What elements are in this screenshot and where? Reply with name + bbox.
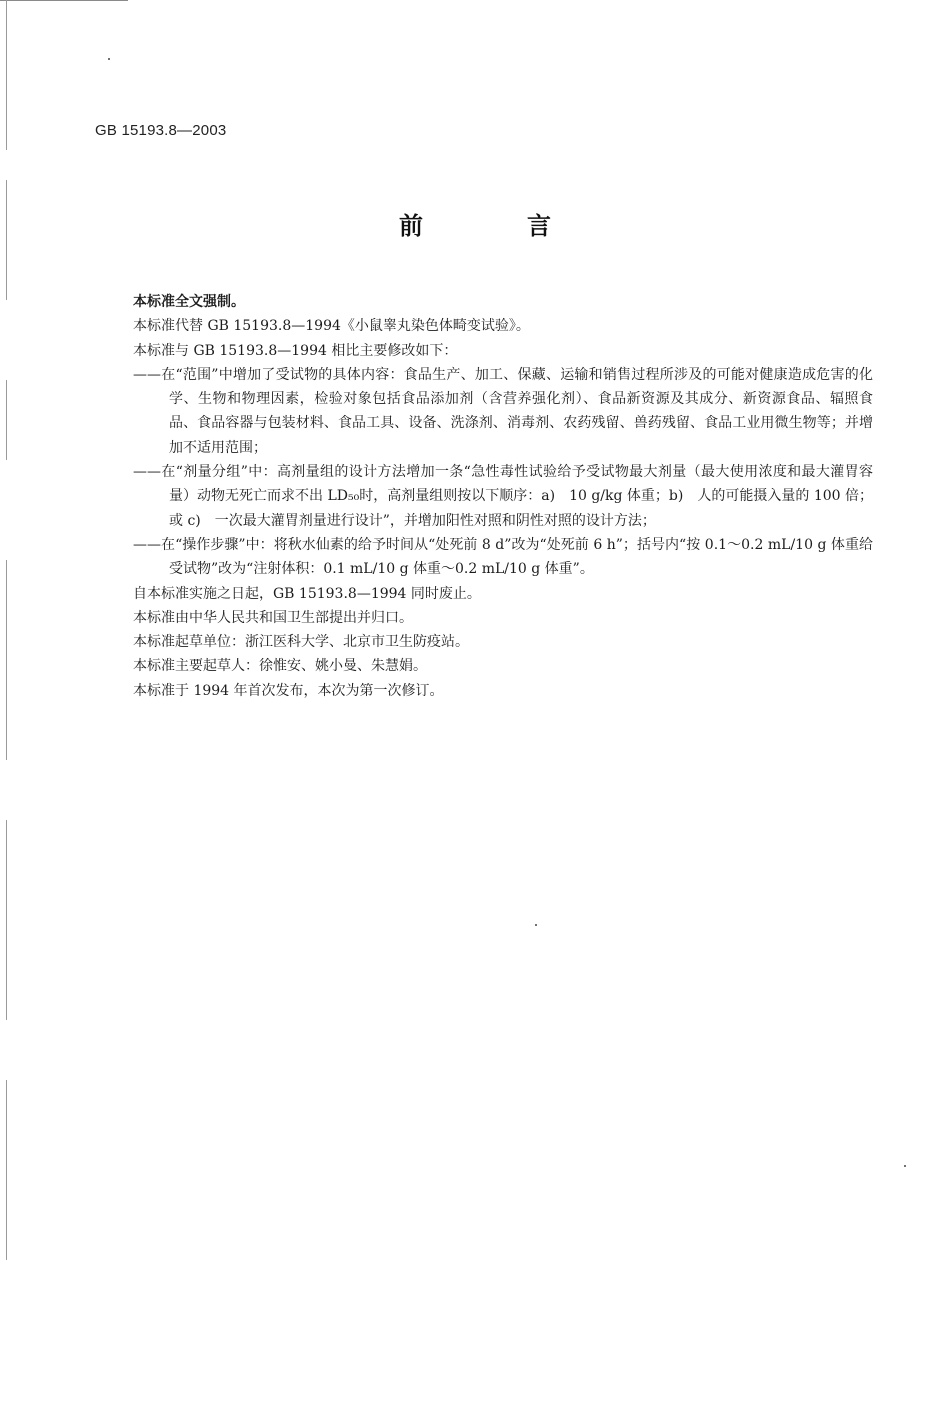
scan-border-left: [6, 0, 7, 150]
paragraph: 本标准与 GB 15193.8—1994 相比主要修改如下：: [133, 342, 458, 359]
change-item: ——在“范围”中增加了受试物的具体内容：食品生产、加工、保藏、运输和销售过程所涉及的可能对健康造成危害的化学、生物和物理因素，检验对象包括食品添加剂（含营养强化剂）、食品新资源及其成分、新资源食品、辐照食品、食品容器与包装材料、食品工具、设备、洗涤剂、消毒剂、农药残留、兽药残留、食品工业用微生物等；并增加不适用范围；: [133, 366, 873, 456]
paragraph: 本标准起草单位：浙江医科大学、北京市卫生防疫站。: [133, 634, 469, 651]
document-body: [133, 290, 873, 703]
paragraph: 本标准于 1994 年首次发布，本次为第一次修订。: [133, 682, 444, 699]
scan-speck: [108, 58, 110, 60]
paragraph: 本标准主要起草人：徐惟安、姚小曼、朱慧娟。: [133, 658, 427, 675]
paragraph: 本标准代替 GB 15193.8—1994《小鼠睾丸染色体畸变试验》。: [133, 318, 530, 335]
scan-speck: [535, 924, 537, 926]
change-item: ——在“剂量分组”中：高剂量组的设计方法增加一条“急性毒性试验给予受试物最大剂量（最大使用浓度和最大灌胃容量）动物无死亡而求不出 LD₅₀时，高剂量组则按以下顺序：a) 10 g/kg 体重；b) 人的可能摄入量的 100 倍；或 c) 一次最大灌胃剂量进行设计”，并增加阳性对照和阴性对照的设计方法；: [133, 464, 873, 529]
paragraph: 本标准全文强制。: [133, 294, 245, 310]
scan-border-left: [6, 560, 7, 760]
scan-border-left: [6, 820, 7, 1020]
change-item: ——在“操作步骤”中：将秋水仙素的给予时间从“处死前 8 d”改为“处死前 6 h”；括号内“按 0.1～0.2 mL/10 g 体重给受试物”改为“注射体积：0.1 mL/10 g 体重～0.2 mL/10 g 体重”。: [133, 536, 873, 578]
scan-border-left: [6, 1080, 7, 1260]
standard-code: GB 15193.8—2003: [95, 122, 227, 139]
page-title: 前 言: [399, 212, 591, 240]
scan-border-top: [0, 0, 128, 1]
scan-speck: [904, 1165, 906, 1167]
paragraph: 自本标准实施之日起，GB 15193.8—1994 同时废止。: [133, 585, 481, 602]
scan-border-left: [6, 380, 7, 460]
paragraph: 本标准由中华人民共和国卫生部提出并归口。: [133, 609, 413, 626]
